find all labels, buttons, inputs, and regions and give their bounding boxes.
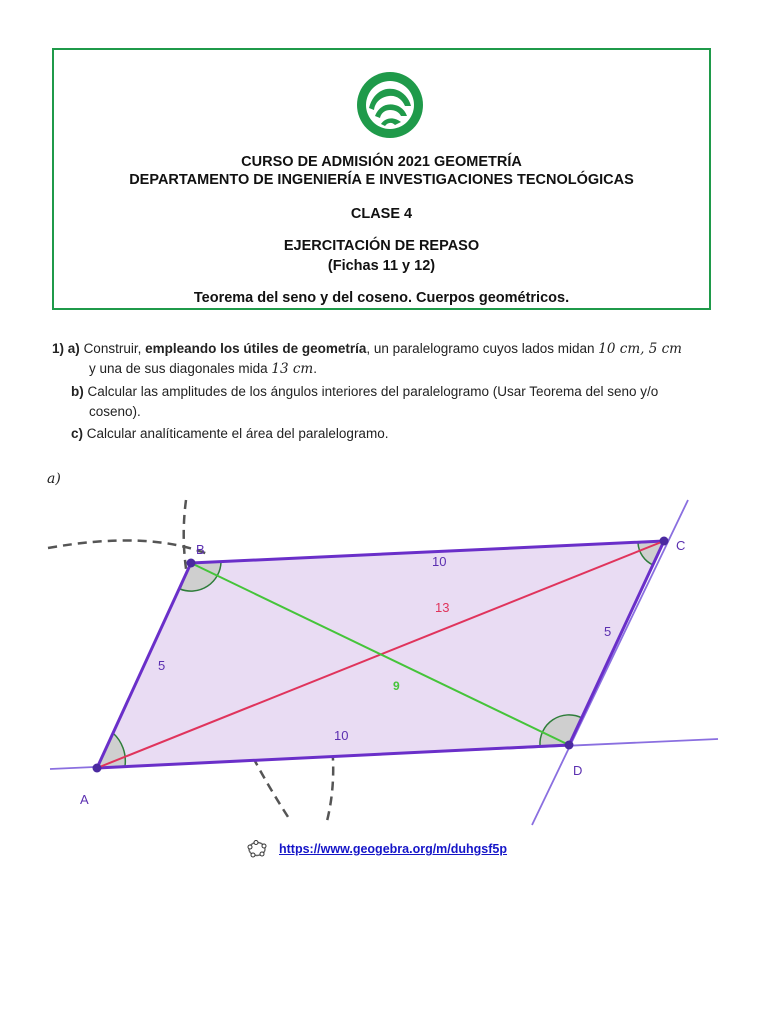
item-b-label: b)	[71, 384, 84, 399]
item-a-text-3: y una de sus diagonales mida	[89, 361, 272, 376]
geogebra-icon	[246, 838, 268, 860]
exercise-line-a	[52, 341, 682, 357]
vertex-a-point	[93, 764, 102, 773]
diagonal-label-bd: 9	[393, 679, 400, 693]
topic-title: Teorema del seno y del coseno. Cuerpos geométricos.	[193, 290, 570, 306]
item-a-bold: empleando los útiles de geometría	[145, 341, 367, 356]
figure-label: a)	[47, 471, 61, 487]
vertex-d-point	[565, 741, 574, 750]
item-a-label: a)	[67, 341, 80, 356]
department-title: DEPARTAMENTO DE INGENIERÍA E INVESTIGACIONES TECNOLÓGICAS	[129, 172, 634, 188]
class-title: CLASE 4	[350, 206, 413, 222]
item-b-text-2: coseno).	[89, 404, 141, 419]
diagonal-label-ac: 13	[435, 600, 450, 615]
vertex-label-b: B	[196, 542, 205, 557]
item-a-math-diagonal: 13 cm	[271, 361, 314, 377]
section-subtitle: (Fichas 11 y 12)	[327, 258, 436, 274]
geogebra-link[interactable]: https://www.geogebra.org/m/duhgsf5p	[279, 842, 508, 856]
item-a-math-sides: 10 cm, 5 cm	[598, 341, 682, 357]
item-a-text: Construir,	[83, 341, 146, 356]
exercise-line-b	[71, 384, 658, 399]
vertex-label-a: A	[80, 792, 89, 807]
vertex-label-d: D	[573, 763, 583, 778]
vertex-label-c: C	[676, 538, 686, 553]
item-b-text: Calcular las amplitudes de los ángulos interiores del paralelogramo (Usar Teorema del seno y/o	[87, 384, 659, 399]
section-title: EJERCITACIÓN DE REPASO	[283, 238, 480, 254]
compass-arc-1	[48, 540, 210, 555]
exercise-line-c	[71, 426, 388, 441]
header-box	[52, 48, 711, 310]
exercise-line-a2	[89, 361, 317, 377]
parallelogram-figure	[0, 490, 768, 830]
side-label-ab: 5	[158, 658, 166, 673]
side-label-bc: 10	[432, 554, 447, 569]
item-a-text-4: .	[313, 361, 317, 376]
vertex-b-point	[187, 559, 196, 568]
item-c-text: Calcular analíticamente el área del paralelogramo.	[86, 426, 389, 441]
item-c-label: c)	[71, 426, 84, 441]
item-a-text-2: , un paralelogramo cuyos lados midan	[366, 341, 599, 356]
university-logo	[355, 70, 425, 140]
vertex-c-point	[660, 537, 669, 546]
exercise-line-b2	[89, 404, 141, 419]
course-title: CURSO DE ADMISIÓN 2021 GEOMETRÍA	[241, 154, 522, 170]
exercise-number: 1)	[52, 341, 65, 356]
side-label-ad: 10	[334, 728, 349, 743]
side-label-cd: 5	[604, 624, 612, 639]
